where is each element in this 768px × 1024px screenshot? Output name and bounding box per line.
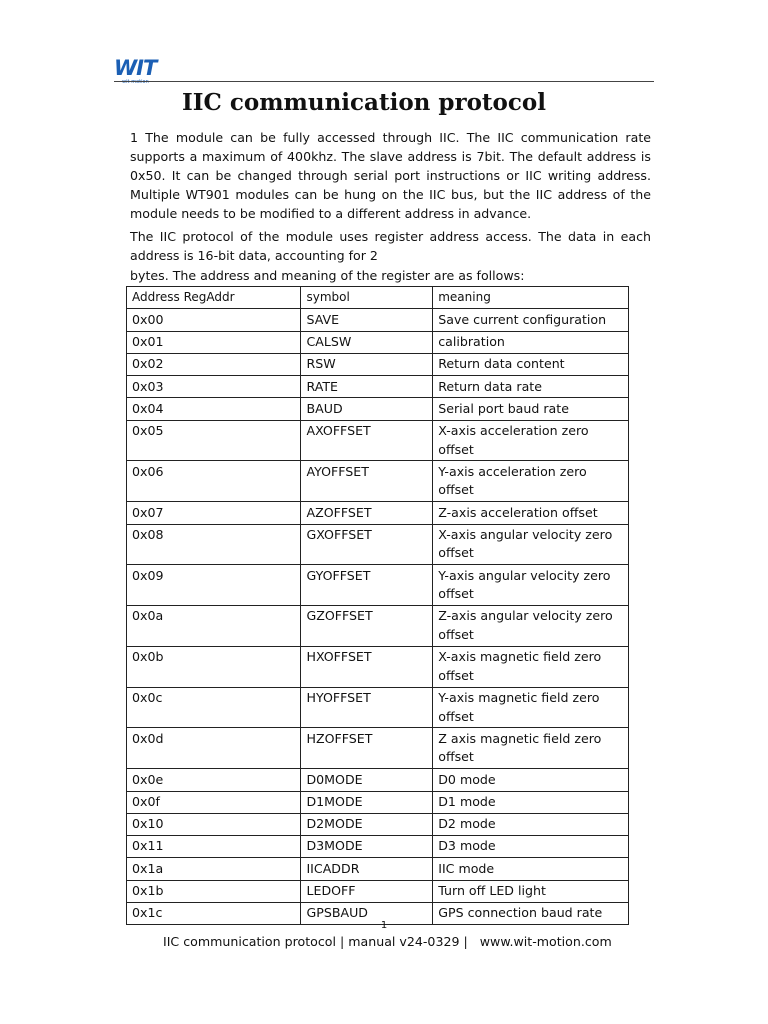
- cell-meaning: Y-axis magnetic field zero offset: [433, 687, 629, 728]
- table-row: [127, 524, 629, 565]
- table-row: [127, 836, 629, 858]
- table-row: [127, 309, 629, 331]
- table-row: [127, 420, 629, 461]
- table-row: [127, 376, 629, 398]
- svg-text:WIT: WIT: [114, 56, 157, 80]
- cell-address: 0x11: [127, 836, 301, 858]
- table-row: [127, 880, 629, 902]
- column-header-meaning: meaning: [433, 287, 629, 309]
- table-row: [127, 461, 629, 502]
- cell-meaning: calibration: [433, 331, 629, 353]
- table-row: [127, 791, 629, 813]
- header-divider: [114, 81, 654, 82]
- cell-meaning: Z-axis angular velocity zero offset: [433, 606, 629, 647]
- table-row: [127, 813, 629, 835]
- cell-symbol: D0MODE: [301, 769, 433, 791]
- cell-address: 0x05: [127, 420, 301, 461]
- cell-meaning: D3 mode: [433, 836, 629, 858]
- cell-meaning: X-axis acceleration zero offset: [433, 420, 629, 461]
- cell-symbol: RATE: [301, 376, 433, 398]
- table-row: [127, 769, 629, 791]
- cell-symbol: AZOFFSET: [301, 502, 433, 524]
- cell-address: 0x01: [127, 331, 301, 353]
- cell-address: 0x1b: [127, 880, 301, 902]
- cell-meaning: Return data content: [433, 353, 629, 375]
- cell-symbol: CALSW: [301, 331, 433, 353]
- document-title: IIC communication protocol: [182, 89, 546, 116]
- cell-meaning: Y-axis angular velocity zero offset: [433, 565, 629, 606]
- cell-symbol: HZOFFSET: [301, 728, 433, 769]
- register-table: [126, 286, 629, 925]
- cell-address: 0x1a: [127, 858, 301, 880]
- cell-meaning: Return data rate: [433, 376, 629, 398]
- cell-symbol: GYOFFSET: [301, 565, 433, 606]
- table-row: [127, 687, 629, 728]
- cell-address: 0x1c: [127, 902, 301, 924]
- cell-symbol: IICADDR: [301, 858, 433, 880]
- cell-symbol: D2MODE: [301, 813, 433, 835]
- cell-meaning: X-axis magnetic field zero offset: [433, 646, 629, 687]
- table-row: [127, 646, 629, 687]
- cell-meaning: D2 mode: [433, 813, 629, 835]
- svg-text:wit-motion: wit-motion: [122, 79, 149, 85]
- table-row: [127, 858, 629, 880]
- cell-address: 0x0f: [127, 791, 301, 813]
- cell-address: 0x0d: [127, 728, 301, 769]
- cell-address: 0x0c: [127, 687, 301, 728]
- register-intro-paragraph: bytes. The address and meaning of the register are as follows:: [130, 268, 525, 283]
- cell-symbol: AXOFFSET: [301, 420, 433, 461]
- cell-address: 0x0a: [127, 606, 301, 647]
- table-row: [127, 331, 629, 353]
- cell-address: 0x08: [127, 524, 301, 565]
- cell-address: 0x07: [127, 502, 301, 524]
- cell-meaning: D1 mode: [433, 791, 629, 813]
- cell-meaning: Z axis magnetic field zero offset: [433, 728, 629, 769]
- cell-address: 0x0b: [127, 646, 301, 687]
- cell-meaning: Z-axis acceleration offset: [433, 502, 629, 524]
- cell-address: 0x0e: [127, 769, 301, 791]
- table-row: [127, 606, 629, 647]
- cell-symbol: GZOFFSET: [301, 606, 433, 647]
- table-row: [127, 728, 629, 769]
- cell-symbol: BAUD: [301, 398, 433, 420]
- cell-address: 0x04: [127, 398, 301, 420]
- cell-address: 0x10: [127, 813, 301, 835]
- table-row: [127, 565, 629, 606]
- page-footer: IIC communication protocol | manual v24-0329 | www.wit-motion.com: [163, 934, 612, 949]
- cell-meaning: Save current configuration: [433, 309, 629, 331]
- cell-address: 0x02: [127, 353, 301, 375]
- cell-address: 0x09: [127, 565, 301, 606]
- cell-symbol: D1MODE: [301, 791, 433, 813]
- cell-symbol: D3MODE: [301, 836, 433, 858]
- table-row: [127, 502, 629, 524]
- intro-paragraph: 1 The module can be fully accessed through IIC. The IIC communication rate supports a maximum of 400khz. The slave address is 7bit. The default address is 0x50. It can be changed through serial port instructions or IIC writing address. Multiple WT901 modules can be hung on the IIC bus, but the IIC address of the module needs to be modified to a different address in advance.: [130, 130, 651, 221]
- cell-meaning: Turn off LED light: [433, 880, 629, 902]
- cell-address: 0x00: [127, 309, 301, 331]
- cell-symbol: AYOFFSET: [301, 461, 433, 502]
- cell-meaning: D0 mode: [433, 769, 629, 791]
- cell-address: 0x03: [127, 376, 301, 398]
- table-row: [127, 398, 629, 420]
- cell-symbol: HYOFFSET: [301, 687, 433, 728]
- cell-symbol: SAVE: [301, 309, 433, 331]
- cell-address: 0x06: [127, 461, 301, 502]
- protocol-paragraph: The IIC protocol of the module uses register address access. The data in each address is 16-bit data, accounting for 2: [130, 229, 651, 263]
- cell-meaning: GPS connection baud rate: [433, 902, 629, 924]
- table-row: [127, 353, 629, 375]
- cell-symbol: GXOFFSET: [301, 524, 433, 565]
- cell-symbol: LEDOFF: [301, 880, 433, 902]
- column-header-symbol: symbol: [301, 287, 433, 309]
- cell-symbol: HXOFFSET: [301, 646, 433, 687]
- cell-meaning: IIC mode: [433, 858, 629, 880]
- cell-symbol: GPSBAUD: [301, 902, 433, 924]
- page-number: 1: [380, 920, 388, 931]
- cell-symbol: RSW: [301, 353, 433, 375]
- column-header-address: Address RegAddr: [127, 287, 301, 309]
- cell-meaning: X-axis angular velocity zero offset: [433, 524, 629, 565]
- cell-meaning: Y-axis acceleration zero offset: [433, 461, 629, 502]
- cell-meaning: Serial port baud rate: [433, 398, 629, 420]
- register-table-header-row: [127, 287, 629, 309]
